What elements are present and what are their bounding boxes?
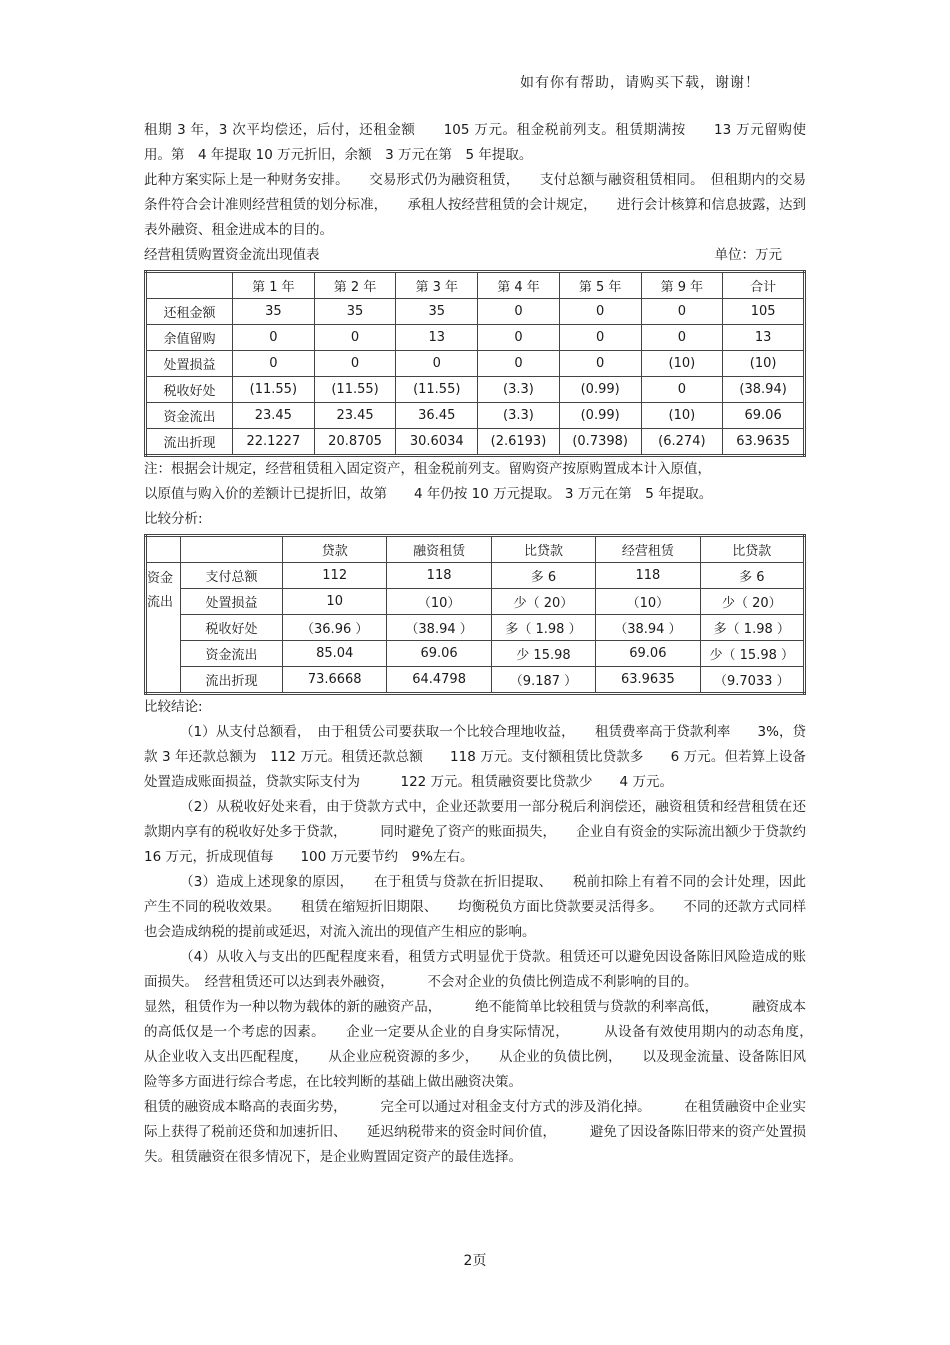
table-row [146, 325, 805, 351]
row-label: 流出折现 [146, 429, 233, 456]
table-cell: 73.6668 [283, 667, 387, 694]
table-header-cell [181, 536, 283, 563]
row-label: 税收好处 [181, 615, 283, 641]
table-cell: 13 [396, 325, 478, 351]
operating-lease-cashflow-table [144, 270, 806, 457]
table-header-cell: 第 2 年 [314, 272, 396, 299]
table-header-cell: 第 5 年 [559, 272, 641, 299]
table-cell: 35 [233, 299, 315, 325]
row-label: 还租金额 [146, 299, 233, 325]
table-header-cell [146, 272, 233, 299]
table-cell: 22.1227 [233, 429, 315, 456]
table-cell: （9.7033 ） [700, 667, 804, 694]
table1-title: 经营租赁购置资金流出现值表 [144, 247, 320, 263]
table-cell: 多（ 1.98 ） [491, 615, 595, 641]
table-cell: 多（ 1.98 ） [700, 615, 804, 641]
conclusion-title: 比较结论: [144, 699, 203, 715]
conclusion-point-2: （2）从税收好处来看，由于贷款方式中，企业还款要用一部分税后利润偿还，融资租赁和经营租赁在还款期内享有的税收好处多于贷款， 同时避免了资产的账面损失， 企业自有资金的实际流出额少于贷款约 16 万元，折成现值每 100 万元要节约 9%左右。 [144, 799, 833, 865]
table-row [146, 403, 805, 429]
table-cell: (0.99) [559, 403, 641, 429]
row-label: 资金流出 [181, 641, 283, 667]
header-note: 如有你有帮助，请购买下载，谢谢！ [520, 75, 760, 91]
table-row [146, 563, 805, 589]
table-cell: （10） [387, 589, 491, 615]
table-cell: （36.96 ） [283, 615, 387, 641]
table-cell: 64.4798 [387, 667, 491, 694]
table-cell: (11.55) [233, 377, 315, 403]
table-cell: 多 6 [491, 563, 595, 589]
table-cell: 63.9635 [596, 667, 700, 694]
table-cell: （38.94 ） [596, 615, 700, 641]
table1-note-line-2: 以原值与购入价的差额计已提折旧，故第 4 年仍按 10 万元提取。 3 万元在第 5 年提取。 [144, 486, 713, 502]
intro-paragraph-1: 租期 3 年，3 次平均偿还，后付，还租金额 105 万元。租金税前列支。租赁期满按 13 万元留购使用。第 4 年提取 10 万元折旧，余额 3 万元在第 5 年提取。 [144, 122, 806, 163]
table-cell: 118 [596, 563, 700, 589]
table-header-cell: 合计 [723, 272, 805, 299]
row-label: 支付总额 [181, 563, 283, 589]
conclusion-point-1: （1）从支付总额看， 由于租赁公司要获取一个比较合理地收益， 租赁费率高于贷款利率 3%，贷款 3 年还款总额为 112 万元。租赁还款总额 118 万元。支付额租赁比贷款多 6 万元。但若算上设备处置造成账面损益，贷款实际支付为 122 万元。租赁融资要比贷款少 4 万元。 [144, 724, 806, 790]
table-header-cell: 第 9 年 [641, 272, 723, 299]
table-cell: (6.274) [641, 429, 723, 456]
row-label: 流出折现 [181, 667, 283, 694]
table-cell: 20.8705 [314, 429, 396, 456]
table-cell: 0 [478, 351, 560, 377]
conclusion-point-3: （3）造成上述现象的原因， 在于租赁与贷款在折旧提取、 税前扣除上有着不同的会计处理，因此产生不同的税收效果。 租赁在缩短折旧期限、 均衡税负方面比贷款要灵活得多。 不同的还款方式同样也会造成纳税的提前或延迟，对流入流出的现值产生相应的影响。 [144, 874, 806, 940]
table-row [146, 299, 805, 325]
table-cell: 23.45 [314, 403, 396, 429]
table-cell: （38.94 ） [387, 615, 491, 641]
table-cell: 0 [314, 325, 396, 351]
table-header-cell: 比贷款 [491, 536, 595, 563]
table-cell: 0 [559, 325, 641, 351]
table-cell: 0 [478, 325, 560, 351]
table-cell: 少（ 20） [491, 589, 595, 615]
table-cell: （10） [596, 589, 700, 615]
compare-section-title: 比较分析: [144, 511, 203, 527]
table-row [146, 377, 805, 403]
table-cell: 63.9635 [723, 429, 805, 456]
table-cell: (3.3) [478, 377, 560, 403]
table-cell: 23.45 [233, 403, 315, 429]
comparison-table [144, 534, 806, 695]
table-cell: (10) [641, 403, 723, 429]
table-cell: 0 [641, 325, 723, 351]
table-cell: (2.6193) [478, 429, 560, 456]
table-cell: (10) [723, 351, 805, 377]
table-cell: (11.55) [314, 377, 396, 403]
table-cell: 69.06 [723, 403, 805, 429]
table-cell: 0 [641, 299, 723, 325]
intro-paragraph-2: 此种方案实际上是一种财务安排。 交易形式仍为融资租赁， 支付总额与融资租赁相同。 但租期内的交易条件符合会计准则经营租赁的划分标准， 承租人按经营租赁的会计规定， 进行会计核算和信息披露，达到表外融资、租金进成本的目的。 [144, 172, 806, 238]
table-row [146, 641, 805, 667]
table-header-cell: 比贷款 [700, 536, 804, 563]
table-cell: 多 6 [700, 563, 804, 589]
table-cell: 35 [396, 299, 478, 325]
table-cell: 36.45 [396, 403, 478, 429]
row-label: 资金流出 [146, 403, 233, 429]
row-label: 税收好处 [146, 377, 233, 403]
table-cell: (11.55) [396, 377, 478, 403]
table-header-row [146, 272, 805, 299]
table-cell: 0 [233, 325, 315, 351]
table-header-row [146, 536, 805, 563]
table-cell: (10) [641, 351, 723, 377]
page-number: 2页 [463, 1253, 487, 1269]
table-cell: (38.94) [723, 377, 805, 403]
table-cell: 0 [314, 351, 396, 377]
table-header-cell: 第 4 年 [478, 272, 560, 299]
row-label: 处置损益 [146, 351, 233, 377]
table-header-cell: 融资租赁 [387, 536, 491, 563]
table-cell: 少（ 15.98 ） [700, 641, 804, 667]
summary-paragraph-2: 租赁的融资成本略高的表面劣势， 完全可以通过对租金支付方式的涉及消化掉。 在租赁融资中企业实际上获得了税前还贷和加速折旧、 延迟纳税带来的资金时间价值， 避免了因设备陈旧带来的资产处置损失。租赁融资在很多情况下，是企业购置固定资产的最佳选择。 [144, 1099, 806, 1165]
table-cell: 69.06 [387, 641, 491, 667]
table-cell: 10 [283, 589, 387, 615]
table-header-cell: 第 1 年 [233, 272, 315, 299]
table-header-cell: 贷款 [283, 536, 387, 563]
table-cell: （9.187 ） [491, 667, 595, 694]
document-body [144, 118, 833, 1170]
table1-unit: 单位：万元 [714, 247, 782, 263]
row-label: 处置损益 [181, 589, 283, 615]
table-row [146, 429, 805, 456]
table-cell: 112 [283, 563, 387, 589]
table-cell: 118 [387, 563, 491, 589]
table-cell: 0 [396, 351, 478, 377]
summary-paragraph-1: 显然，租赁作为一种以物为载体的新的融资产品， 绝不能简单比较租赁与贷款的利率高低， 融资成本的高低仅是一个考虑的因素。 企业一定要从企业的自身实际情况， 从设备有效使用期内的动态角度， 从企业收入支出匹配程度， 从企业应税资源的多少， 从企业的负债比例， 以及现金流量、设备陈旧风险等多方面进行综合考虑，在比较判断的基础上做出融资决策。 [144, 999, 820, 1090]
table-row [146, 615, 805, 641]
table-cell: 0 [559, 299, 641, 325]
table-cell: 0 [641, 377, 723, 403]
table-cell: 69.06 [596, 641, 700, 667]
table-cell: 13 [723, 325, 805, 351]
table-row [146, 351, 805, 377]
table-cell: (0.7398) [559, 429, 641, 456]
table1-note-line-1: 注：根据会计规定，经营租赁租入固定资产，租金税前列支。留购资产按原购置成本计入原值， [144, 461, 711, 477]
table-row [146, 589, 805, 615]
conclusion-point-4: （4）从收入与支出的匹配程度来看，租赁方式明显优于贷款。租赁还可以避免因设备陈旧风险造成的账面损失。 经营租赁还可以达到表外融资， 不会对企业的负债比例造成不利影响的目的。 [144, 949, 806, 990]
table-cell: (0.99) [559, 377, 641, 403]
table-cell: 少（ 20） [700, 589, 804, 615]
table-header-cell: 经营租赁 [596, 536, 700, 563]
table-header-cell [146, 536, 181, 563]
table-cell: 0 [559, 351, 641, 377]
table-cell: 0 [233, 351, 315, 377]
table-cell: 35 [314, 299, 396, 325]
row-label: 余值留购 [146, 325, 233, 351]
table-cell: 少 15.98 [491, 641, 595, 667]
group-label-cashflow: 资金流出 [146, 563, 181, 694]
table-cell: 85.04 [283, 641, 387, 667]
table-header-cell: 第 3 年 [396, 272, 478, 299]
table-cell: 0 [478, 299, 560, 325]
table-cell: (3.3) [478, 403, 560, 429]
table-cell: 30.6034 [396, 429, 478, 456]
table-cell: 105 [723, 299, 805, 325]
table-row [146, 667, 805, 694]
table1-caption [144, 243, 806, 268]
